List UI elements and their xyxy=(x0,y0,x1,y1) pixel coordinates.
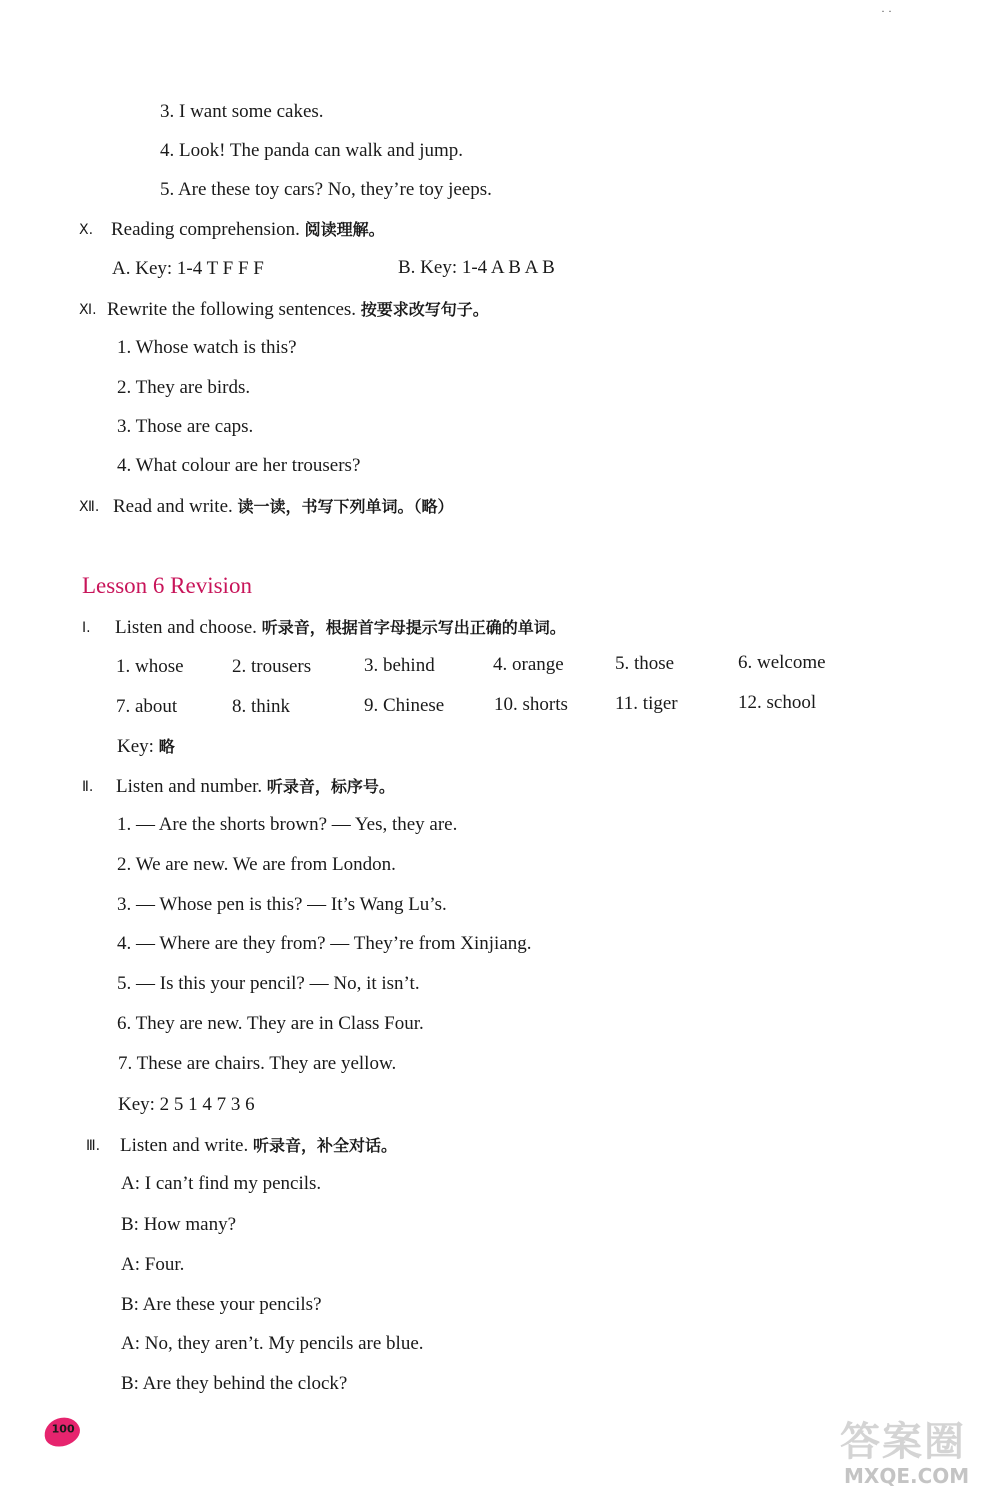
dialogue-line: A: I can’t find my pencils. xyxy=(121,1173,322,1194)
list-item: 2. We are new. We are from London. xyxy=(117,854,396,875)
list-item: 7. These are chairs. They are yellow. xyxy=(118,1053,397,1074)
list-item: 3. Those are caps. xyxy=(117,416,254,437)
word-item: 3. behind xyxy=(364,655,435,676)
word-item: 7. about xyxy=(116,696,178,717)
word-item: 5. those xyxy=(615,653,675,674)
word-item: 9. Chinese xyxy=(364,695,445,716)
dialogue-line: A: No, they aren’t. My pencils are blue. xyxy=(121,1333,424,1354)
section-numeral: Ⅺ. xyxy=(79,302,97,318)
list-item: 6. They are new. They are in Class Four. xyxy=(117,1013,424,1034)
list-item: 4. — Where are they from? — They’re from Xinjiang. xyxy=(117,933,532,954)
watermark xyxy=(834,1410,994,1492)
section-title: Reading comprehension. xyxy=(111,219,300,240)
section-numeral: Ⅰ. xyxy=(82,620,91,636)
watermark-url: MXQE.COM xyxy=(844,1464,970,1488)
list-item: 4. What colour are her trousers? xyxy=(117,455,361,476)
dialogue-line: B: Are these your pencils? xyxy=(121,1294,322,1315)
list-item: 5. Are these toy cars? No, they’re toy jeeps. xyxy=(160,179,492,200)
list-item: 2. They are birds. xyxy=(117,377,251,398)
word-item: 11. tiger xyxy=(615,693,678,714)
list-item: 3. I want some cakes. xyxy=(160,101,324,122)
word-item: 4. orange xyxy=(493,654,564,675)
answer-key: Key: 2 5 1 4 7 3 6 xyxy=(118,1094,255,1115)
section-title-cn: 听录音，补全对话。 xyxy=(252,1136,397,1155)
word-item: 1. whose xyxy=(116,656,184,677)
watermark-logo: 答案圈 xyxy=(840,1419,966,1465)
page-number-badge xyxy=(41,1413,84,1451)
list-item: 3. — Whose pen is this? — It’s Wang Lu’s. xyxy=(117,894,447,915)
section-title: Listen and choose. xyxy=(115,617,257,638)
section-title-cn: 读一读，书写下列单词。（略） xyxy=(237,497,454,516)
dialogue-line: B: How many? xyxy=(121,1214,237,1235)
word-item: 12. school xyxy=(738,692,817,713)
list-item: 1. — Are the shorts brown? — Yes, they are. xyxy=(117,814,458,835)
section-title-cn: 听录音，根据首字母提示写出正确的单词。 xyxy=(261,618,566,637)
dialogue-line: A: Four. xyxy=(121,1254,185,1275)
section-numeral: Ⅲ. xyxy=(86,1138,101,1154)
section-numeral: Ⅻ. xyxy=(79,499,100,515)
corner-marks: · · xyxy=(881,4,892,18)
page-number: 100 xyxy=(51,1422,75,1436)
section-title: Listen and number. xyxy=(116,776,263,797)
answer-key: B. Key: 1-4 A B A B xyxy=(398,257,555,278)
section-title-cn: 阅读理解。 xyxy=(304,220,385,239)
section-numeral: Ⅹ. xyxy=(79,222,94,238)
lesson-title: Lesson 6 Revision xyxy=(82,573,252,598)
answer-key: A. Key: 1-4 T F F F xyxy=(112,258,264,279)
section-title: Read and write. xyxy=(113,496,233,517)
word-item: 2. trousers xyxy=(232,656,312,677)
section-title-cn: 按要求改写句子。 xyxy=(360,300,489,319)
section-numeral: Ⅱ. xyxy=(82,779,94,795)
section-title: Listen and write. xyxy=(120,1135,249,1156)
section-title-cn: 听录音，标序号。 xyxy=(266,777,395,796)
list-item: 5. — Is this your pencil? — No, it isn’t. xyxy=(117,973,420,994)
dialogue-line: B: Are they behind the clock? xyxy=(121,1373,348,1394)
word-item: 10. shorts xyxy=(494,694,568,715)
word-item: 8. think xyxy=(232,696,291,717)
list-item: 4. Look! The panda can walk and jump. xyxy=(160,140,464,161)
answer-key: Key: 略 xyxy=(117,736,175,757)
section-title: Rewrite the following sentences. xyxy=(107,299,357,320)
list-item: 1. Whose watch is this? xyxy=(117,337,297,358)
word-item: 6. welcome xyxy=(738,652,826,673)
